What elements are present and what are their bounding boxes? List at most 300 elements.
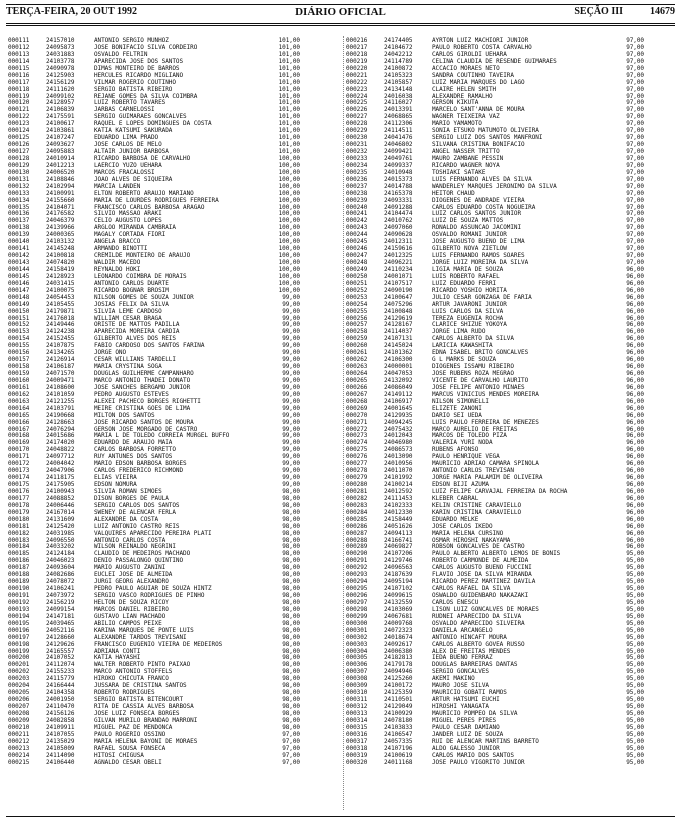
order-number: 000278 [346,467,368,475]
candidate-name: LUIS FERNANDO RAMOS SOARES [432,252,525,260]
candidate-name: WAGNER TEIXEIRA VAZ [432,113,500,121]
order-number: 000305 [346,654,368,662]
score: 99,00 [282,460,300,468]
order-number: 000302 [346,633,368,641]
score: 98,00 [282,529,300,537]
score: 97,00 [626,57,644,65]
score: 97,00 [626,106,644,114]
registration-number: 24097060 [384,224,413,232]
order-number: 000147 [8,286,30,294]
order-number: 000315 [346,723,368,731]
score: 100,00 [278,272,300,280]
registration-number: 24135029 [46,737,75,745]
order-number: 000193 [8,605,30,613]
registration-number: 24126914 [46,356,75,364]
candidate-name: EDUARDO DE ARAUJO MAIA [94,439,173,447]
candidate-name: OSVALDO ROMANI JUNIOR [432,231,507,239]
score: 96,00 [626,342,644,350]
score: 99,00 [282,342,300,350]
candidate-name: ALEXANDRE RAMALHO [432,92,493,100]
registration-number: 24106187 [46,363,75,371]
order-number: 000283 [346,501,368,509]
order-number: 000148 [8,293,30,301]
registration-number: 24031415 [46,279,75,287]
registration-number: 24182813 [384,654,413,662]
registration-number: 24134265 [46,349,75,357]
candidate-name: MAURICIO ADRIAO CAMARA SPINOLA [432,460,539,468]
registration-number: 24174020 [46,439,75,447]
candidate-name: ROBERTO CARMONDE DE ALMEIDA [432,557,529,565]
score: 96,00 [626,501,644,509]
candidate-name: RUDNEI APARECIDO DA SILVA [432,612,522,620]
registration-number: 24176582 [46,210,75,218]
score: 96,00 [626,432,644,440]
candidate-name: GILBERTO NOVA ZIETLOW [432,245,507,253]
candidate-name: CESAR WILLIANS TARDELLI [94,356,176,364]
score: 97,00 [626,259,644,266]
candidate-name: KATIA HAYASHI [94,654,141,662]
score: 96,00 [626,411,644,419]
order-number: 000288 [346,536,368,544]
registration-number: 24000365 [46,231,75,239]
registration-number: 24149446 [46,321,75,329]
order-number: 000120 [8,99,30,107]
order-number: 000244 [346,231,368,239]
order-number: 000114 [8,57,30,65]
registration-number: 24013090 [384,453,413,461]
order-number: 000216 [346,37,368,44]
registration-number: 24099337 [384,161,413,169]
registration-number: 24100214 [384,481,413,488]
order-number: 000280 [346,481,368,488]
candidate-name: ALEXANDRE TARDOS TREVISANI [94,633,187,641]
registration-number: 24072323 [384,626,413,634]
order-number: 000232 [346,148,368,155]
candidate-name: SONIA ETSUKO MATUMOTO OLIVEIRA [432,127,539,135]
candidate-name: NILSON SIMONELLI [432,397,489,405]
candidate-name: ARTUR HATSUMI EUCHI [432,696,500,704]
order-number: 000314 [346,716,368,724]
order-number: 000116 [8,71,30,79]
order-number: 000286 [346,522,368,530]
candidate-name: GILVAN MURILO BRANDAO MARRONI [94,716,198,724]
order-number: 000225 [346,99,368,107]
candidate-name: EDSON NOMURA [94,481,137,488]
score: 97,00 [626,217,644,225]
order-number: 000258 [346,328,368,336]
order-number: 000316 [346,730,368,738]
order-number: 000125 [8,134,30,142]
registration-number: 24116027 [384,99,413,107]
score: 101,00 [278,71,300,79]
score: 99,00 [282,307,300,315]
order-number: 000192 [8,598,30,606]
score: 97,00 [626,78,644,86]
score: 98,00 [282,716,300,724]
order-number: 000217 [346,43,368,51]
candidate-name: PEDRO PAULO AGUIAR DE SOUZA HINTZ [94,585,212,593]
order-number: 000166 [8,418,30,426]
registration-number: 24107247 [46,134,75,142]
candidate-name: JOAO ALVES DE SIQUEIRA [94,175,173,183]
score: 100,00 [278,154,300,162]
candidate-name: LUIZ ANTONIO CASTRO REIS [94,522,180,530]
score: 95,00 [626,730,644,738]
registration-number: 24046379 [46,217,75,225]
score: 97,00 [626,154,644,162]
order-number: 000194 [8,612,30,620]
score: 101,00 [278,78,300,86]
order-number: 000311 [346,696,368,704]
candidate-name: HELTON DE SOUZA RICOY [94,598,169,606]
order-number: 000229 [346,127,368,135]
score: 99,00 [282,300,300,308]
candidate-name: JOSE SANCHES BERGAMO JUNIOR [94,383,191,391]
registration-number: 24099102 [46,92,75,100]
score: 101,00 [278,106,300,114]
top-rule [6,4,675,5]
registration-number: 24047053 [384,370,413,377]
score: 97,00 [626,127,644,135]
candidate-name: JUSSARA DE CRISTINA SANTOS [94,682,187,690]
registration-number: 24112306 [384,120,413,128]
candidate-name: JORGE LUIZ MOREIRA DA SILVA [432,259,529,266]
order-number: 000279 [346,474,368,482]
registration-number: 24031985 [46,529,75,537]
candidate-name: OSWALDO GUIDENBARO NAKAZAKI [432,592,529,599]
registration-number: 24073972 [46,592,75,599]
registration-number: 24099421 [384,148,413,155]
score: 95,00 [626,647,644,655]
order-number: 000303 [346,640,368,648]
registration-number: 24107206 [384,550,413,558]
candidate-name: DISON BORGES DE PAULA [94,494,169,502]
score: 97,00 [626,189,644,197]
candidate-name: LEONARDO COIMBRA DE MORAIS [94,272,187,280]
registration-number: 24100075 [46,286,75,294]
registration-number: 24015686 [46,432,75,440]
registration-number: 24125420 [46,522,75,530]
candidate-name: DIMAS MONTEIRO DE BARROS [94,64,180,72]
score: 95,00 [626,703,644,710]
candidate-name: SERGIO BATISTA RIBEIRO [94,85,173,93]
registration-number: 24132559 [384,598,413,606]
registration-number: 24101362 [384,349,413,357]
order-number: 000167 [8,425,30,433]
score: 99,00 [282,376,300,384]
order-number: 000182 [8,529,30,537]
order-number: 000127 [8,148,30,155]
registration-number: 24004042 [46,460,75,468]
registration-number: 24111620 [46,85,75,93]
registration-number: 24088852 [46,494,75,502]
registration-number: 24103069 [384,605,413,613]
registration-number: 24011070 [384,467,413,475]
score: 99,00 [282,467,300,475]
order-number: 000269 [346,404,368,412]
order-number: 000124 [8,127,30,135]
registration-number: 24033202 [46,543,75,551]
registration-number: 24074820 [46,259,75,266]
order-number: 000133 [8,189,30,197]
score: 100,00 [278,196,300,204]
order-number: 000257 [346,321,368,329]
score: 96,00 [626,300,644,308]
candidate-name: OSVALDO APARECIDO SILVEIRA [432,619,525,627]
order-number: 000184 [8,543,30,551]
order-number: 000297 [346,598,368,606]
candidate-name: LUIZ MARIA MARQUES DO LAGO [432,78,525,86]
score: 101,00 [278,37,300,44]
score: 98,00 [282,536,300,544]
score: 98,00 [282,654,300,662]
order-number: 000228 [346,120,368,128]
order-number: 000224 [346,92,368,100]
registration-number: 24100619 [384,751,413,759]
order-number: 000205 [8,689,30,697]
score: 95,00 [626,633,644,641]
candidate-name: RICARDO PEREZ MARTINEZ DAVILA [432,578,536,586]
score: 97,00 [626,168,644,176]
registration-number: 24042212 [384,50,413,58]
registration-number: 24124238 [46,328,75,336]
score: 100,00 [278,168,300,176]
candidate-name: ARTUR JAVARONI JUNIOR [432,300,507,308]
candidate-name: WALDIR MACEDO [94,259,141,266]
registration-number: 24015373 [384,175,413,183]
registration-number: 24103132 [46,238,75,246]
order-number: 000189 [8,578,30,586]
order-number: 000130 [8,168,30,176]
score: 101,00 [278,141,300,149]
score: 96,00 [626,474,644,482]
candidate-name: VALQUIRES APARECIDO PEREIRA PLATI [94,529,212,537]
order-number: 000250 [346,272,368,280]
score: 99,00 [282,481,300,488]
score: 98,00 [282,675,300,683]
registration-number: 24105323 [384,71,413,79]
registration-number: 24128167 [384,321,413,329]
order-number: 000151 [8,314,30,322]
right-column [346,38,676,766]
score: 100,00 [278,224,300,232]
candidate-name: MARCOS FRACALOSSI [94,168,155,176]
registration-number: 24107196 [384,744,413,752]
candidate-name: JOSE RICARDO SANTOS DE MOURA [94,418,194,426]
order-number: 000203 [8,675,30,683]
order-number: 000254 [346,300,368,308]
score: 96,00 [626,286,644,294]
registration-number: 24039465 [46,619,75,627]
registration-number: 24068865 [384,113,413,121]
order-number: 000247 [346,252,368,260]
candidate-name: EDUARDO LIMA PRADO [94,134,159,142]
order-number: 000162 [8,390,30,398]
registration-number: 24075296 [384,300,413,308]
registration-number: 24100818 [46,252,75,260]
order-number: 000259 [346,335,368,343]
score: 97,00 [626,210,644,218]
candidate-name: KLEBER CABRAL [432,494,479,502]
order-number: 000272 [346,425,368,433]
score: 98,00 [282,508,300,516]
score: 98,00 [282,723,300,731]
registration-number: 24012330 [384,508,413,516]
order-number: 000137 [8,217,30,225]
order-number: 000319 [346,751,368,759]
score: 100,00 [278,245,300,253]
order-number: 000138 [8,224,30,232]
candidate-name: CELINA CLAUDIA DE RESENDE GUIMARAES [432,57,557,65]
candidate-name: ANTONIO CARLOS COSTA [94,536,166,544]
order-number: 000157 [8,356,30,364]
registration-number: 24096221 [384,259,413,266]
order-number: 000198 [8,640,30,648]
registration-number: 24071570 [46,370,75,377]
registration-number: 24156219 [46,598,75,606]
registration-number: 24128957 [46,99,75,107]
candidate-name: MARIA DE LOURDES RODRIGUES FERREIRA [94,196,219,204]
registration-number: 24099615 [384,592,413,599]
registration-number: 24091288 [384,203,413,211]
registration-number: 24001950 [46,696,75,704]
order-number: 000126 [8,141,30,149]
candidate-name: DIOGENES ISSAMU RIBEIRO [432,363,514,371]
score: 98,00 [282,682,300,690]
order-number: 000168 [8,432,30,440]
score: 100,00 [278,252,300,260]
candidate-name: LUIS PAULO FERREIRA DE MENEZES [432,418,539,426]
score: 97,00 [626,245,644,253]
order-number: 000181 [8,522,30,530]
score: 96,00 [626,515,644,523]
candidate-name: MARIA CRYSTINA SOGA [94,363,162,371]
score: 97,00 [282,737,300,745]
order-number: 000245 [346,238,368,246]
score: 97,00 [282,758,300,766]
candidate-name: CLARICE SHIZUE YOKOYA [432,321,507,329]
score: 95,00 [626,626,644,634]
order-number: 000206 [8,696,30,704]
candidate-name: ORISTE DE MATTOS PADILLA [94,321,180,329]
candidate-name: MAURICIO GOBATI RAMOS [432,689,507,697]
score: 100,00 [278,238,300,246]
candidate-name: HITOSI CHIGUSA [94,751,144,759]
registration-number: 24078072 [46,578,75,586]
candidate-name: LUIZ CARLOS SANTOS JUNIOR [432,210,522,218]
candidate-name: JORGE MARIA PALAMIM DE OLIVEIRA [432,474,543,482]
score: 98,00 [282,557,300,565]
header-title: DIÁRIO OFICIAL [295,6,386,18]
score: 96,00 [626,335,644,343]
registration-number: 24018674 [384,633,413,641]
order-number: 000296 [346,592,368,599]
candidate-name: RICARDO YOSHIO HORITA [432,286,507,294]
order-number: 000135 [8,203,30,211]
order-number: 000159 [8,370,30,377]
order-number: 000191 [8,592,30,599]
registration-number: 24125359 [384,689,413,697]
registration-number: 24012592 [384,487,413,495]
registration-number: 24093627 [46,141,75,149]
registration-number: 24048822 [46,446,75,454]
candidate-name: MARIO EDSON BARBOSA BORGES [94,460,187,468]
score: 98,00 [282,494,300,502]
score: 96,00 [626,425,644,433]
score: 99,00 [282,390,300,398]
candidate-name: DOUGLAS GUILHERME CAMPANHARO [94,370,194,377]
registration-number: 24155660 [46,196,75,204]
registration-number: 24103833 [384,723,413,731]
candidate-name: AKEMI MAKINO [432,675,475,683]
registration-number: 24100943 [46,487,75,495]
score: 100,00 [278,217,300,225]
registration-number: 24134148 [384,85,413,93]
order-number: 000242 [346,217,368,225]
registration-number: 24106917 [384,397,413,405]
candidate-name: ROBERTO RODRIGUES [94,689,155,697]
candidate-name: GERSON KIKUTA [432,99,479,107]
order-number: 000256 [346,314,368,322]
score: 96,00 [626,460,644,468]
order-number: 000223 [346,85,368,93]
candidate-name: KARINA MARQUES DE PONTE LUIS [94,626,194,634]
order-number: 000300 [346,619,368,627]
registration-number: 24114789 [384,57,413,65]
order-number: 000291 [346,557,368,565]
order-number: 000156 [8,349,30,357]
candidate-name: LUIS CARLOS DA SILVA [432,307,504,315]
score: 96,00 [626,543,644,551]
candidate-name: KELIN CRISTINE CARAVIELLO [432,501,522,509]
registration-number: 24147181 [46,612,75,620]
registration-number: 24095883 [46,148,75,155]
candidate-name: JOSE BONIFACIO SILVA CORDEIRO [94,43,198,51]
order-number: 000270 [346,411,368,419]
order-number: 000220 [346,64,368,72]
order-number: 000252 [346,286,368,294]
candidate-name: WALTER ROBERTO PINTO PAIXAO [94,661,191,669]
order-number: 000233 [346,154,368,162]
registration-number: 24175591 [46,113,75,121]
candidate-name: SILVIA LEME CARDOSO [94,307,162,315]
order-number: 000294 [346,578,368,586]
registration-number: 24041476 [384,134,413,142]
candidate-name: JOSE CARLOS DE MELO [94,141,162,149]
list-item [346,760,676,767]
score: 101,00 [278,85,300,93]
score: 97,00 [626,238,644,246]
score: 99,00 [282,383,300,391]
candidate-name: CARLOS ALBERTO GOVEA RUSSO [432,640,525,648]
score: 95,00 [626,564,644,572]
score: 98,00 [282,605,300,613]
candidate-name: ANTONIO SERGIO MUNHOZ [94,37,169,44]
registration-number: 24129619 [384,314,413,322]
order-number: 000161 [8,383,30,391]
score: 99,00 [282,453,300,461]
registration-number: 24115779 [46,675,75,683]
score: 98,00 [282,543,300,551]
score: 99,00 [282,328,300,336]
score: 96,00 [626,279,644,287]
order-number: 000222 [346,78,368,86]
order-number: 000312 [346,703,368,710]
score: 100,00 [278,203,300,211]
candidate-name: RONALDO ASSUNCAO JACOMINI [432,224,522,232]
score: 98,00 [282,661,300,669]
candidate-name: CARLOS AUGUSTO BUENO FUCCINI [432,564,532,572]
